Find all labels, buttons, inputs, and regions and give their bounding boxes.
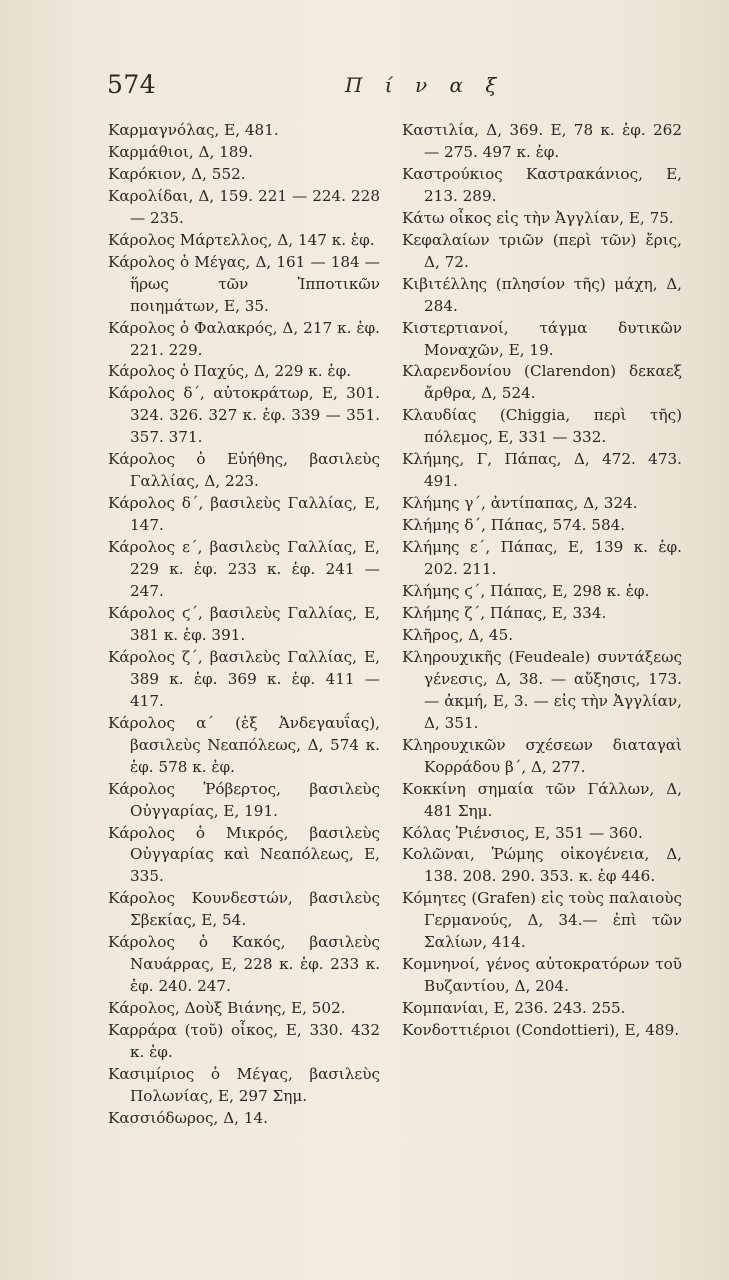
index-entry: Κονδοττιέριοι (Condottieri), Ε, 489.	[402, 1021, 680, 1040]
index-entry: Καρράρα (τοῦ) οἶκος, Ε, 330. 432 κ. ἑφ.	[108, 1021, 380, 1062]
index-entry: Καρμαγνόλας, Ε, 481.	[108, 121, 279, 139]
index-entry: Κασσιόδωρος, Δ, 14.	[108, 1108, 268, 1127]
index-entry: Κάρολος ὁ Εὐήθης, βασιλεὺς Γαλλίας, Δ, 223.	[108, 450, 380, 491]
index-entry: Κόμητες (Grafen) εἰς τοὺς παλαιοὺς Γερμανούς, Δ, 34.— ἐπὶ τῶν Σαλίων, 414.	[402, 889, 682, 952]
index-entry: Κληρουχικῆς (Feudeale) συντάξεως γένεσις, Δ, 38. — αὔξησις, 173. — ἀκμή, Ε, 3. — εἰς τὴν Ἀγγλίαν, Δ, 351.	[402, 647, 682, 732]
index-entry: Κάρολος Ῥόβερτος, βασιλεὺς Οὐγγαρίας, Ε, 191.	[108, 779, 380, 820]
index-entry: Κάρολος δ΄, αὐτοκράτωρ, Ε, 301. 324. 326. 327 κ. ἑφ. 339 — 351. 357. 371.	[108, 384, 380, 447]
index-column-left	[108, 120, 380, 1130]
index-entry: Κάρολος ὁ Φαλακρός, Δ, 217 κ. ἑφ. 221. 229.	[108, 318, 380, 359]
index-entry: Κιβιτέλλης (πλησίον τῆς) μάχη, Δ, 284.	[402, 274, 682, 315]
index-entry: Κλήμης ϛ΄, Πάπας, Ε, 298 κ. ἑφ.	[402, 582, 650, 601]
running-head: Π ί ν α ξ	[345, 73, 505, 97]
index-entry: Κοκκίνη σημαία τῶν Γάλλων, Δ, 481 Σημ.	[402, 779, 682, 820]
index-entry: Κάρολος Μάρτελλος, Δ, 147 κ. ἑφ.	[108, 230, 375, 249]
index-entry: Κάτω οἶκος εἰς τὴν Ἀγγλίαν, Ε, 75.	[402, 208, 674, 227]
index-entry: Καστιλία, Δ, 369. Ε, 78 κ. ἑφ. 262 — 275. 497 κ. ἑφ.	[402, 121, 682, 161]
index-entry: Καρμάθιοι, Δ, 189.	[108, 142, 253, 161]
index-entry: Καστρούκιος Καστρακάνιος, Ε, 213. 289.	[402, 164, 682, 205]
index-entry: Κλήμης, Γ, Πάπας, Δ, 472. 473. 491.	[402, 450, 682, 491]
index-entry: Κομνηνοί, γένος αὐτοκρατόρων τοῦ Βυζαντίου, Δ, 204.	[402, 955, 682, 996]
index-entry: Κάρολος ὁ Μέγας, Δ, 161 — 184 — ἥρως τῶν Ἱπποτικῶν ποιημάτων, Ε, 35.	[108, 252, 380, 315]
index-entry: Κλαρενδονίου (Clarendon) δεκαεξ ἄρθρα, Δ, 524.	[402, 362, 682, 403]
index-entry: Κάρολος ὁ Κακός, βασιλεὺς Ναυάρρας, Ε, 228 κ. ἑφ. 233 κ. ἑφ. 240. 247.	[108, 933, 380, 996]
index-entry: Κλήμης δ΄, Πάπας, 574. 584.	[402, 516, 626, 535]
index-entry: Κομπανίαι, Ε, 236. 243. 255.	[402, 999, 626, 1018]
index-entry: Κολῶναι, Ῥώμης οἰκογένεια, Δ, 138. 208. 290. 353. κ. ἑφ 446.	[402, 845, 682, 886]
index-entry: Κάρολος ε΄, βασιλεὺς Γαλλίας, Ε, 229 κ. ἑφ. 233 κ. ἑφ. 241 — 247.	[108, 538, 380, 601]
index-column-right	[402, 120, 682, 1042]
index-entry: Κόλας Ῥιένσιος, Ε, 351 — 360.	[402, 823, 643, 842]
index-entry: Κλῆρος, Δ, 45.	[402, 625, 514, 644]
index-entry: Κάρολος Κουνδεστών, βασιλεὺς Σβεκίας, Ε, 54.	[108, 889, 380, 930]
index-entry: Κλήμης ε΄, Πάπας, Ε, 139 κ. ἑφ. 202. 211.	[402, 538, 682, 579]
index-entry: Κάρολος ϛ΄, βασιλεὺς Γαλλίας, Ε, 381 κ. ἑφ. 391.	[108, 603, 380, 644]
index-entry: Κλαυδίας (Chiggia, περὶ τῆς) πόλεμος, Ε, 331 — 332.	[402, 406, 682, 447]
index-entry: Κληρουχικῶν σχέσεων διαταγαὶ Κορράδου β΄, Δ, 277.	[402, 735, 682, 776]
index-entry: Κάρολος ὁ Παχύς, Δ, 229 κ. ἑφ.	[108, 362, 352, 381]
index-entry: Κασιμίριος ὁ Μέγας, βασιλεὺς Πολωνίας, Ε, 297 Σημ.	[108, 1064, 380, 1105]
index-entry: Κάρολος ὁ Μικρός, βασιλεὺς Οὐγγαρίας καὶ Νεαπόλεως, Ε, 335.	[108, 823, 380, 886]
index-entry: Κεφαλαίων τριῶν (περὶ τῶν) ἔρις, Δ, 72.	[402, 230, 682, 271]
index-entry: Κάρολος ζ΄, βασιλεὺς Γαλλίας, Ε, 389 κ. ἑφ. 369 κ. ἑφ. 411 — 417.	[108, 647, 380, 710]
index-entry: Καρολίδαι, Δ, 159. 221 — 224. 228 — 235.	[108, 186, 380, 227]
index-entry: Κλήμης ζ΄, Πάπας, Ε, 334.	[402, 603, 607, 622]
index-entry: Καρόκιον, Δ, 552.	[108, 164, 246, 183]
index-entry: Κλήμης γ΄, ἀντίπαπας, Δ, 324.	[402, 494, 638, 513]
page-number: 574	[107, 70, 157, 99]
index-entry: Κιστερτιανοί, τάγμα δυτικῶν Μοναχῶν, Ε, 19.	[402, 318, 682, 359]
index-entry: Κάρολος α΄ (ἐξ Ἀνδεγαυΐας), βασιλεὺς Νεαπόλεως, Δ, 574 κ. ἑφ. 578 κ. ἑφ.	[108, 713, 380, 776]
index-entry: Κάρολος δ΄, βασιλεὺς Γαλλίας, Ε, 147.	[108, 494, 380, 535]
index-entry: Κάρολος, Δοὺξ Βιάνης, Ε, 502.	[108, 999, 346, 1018]
